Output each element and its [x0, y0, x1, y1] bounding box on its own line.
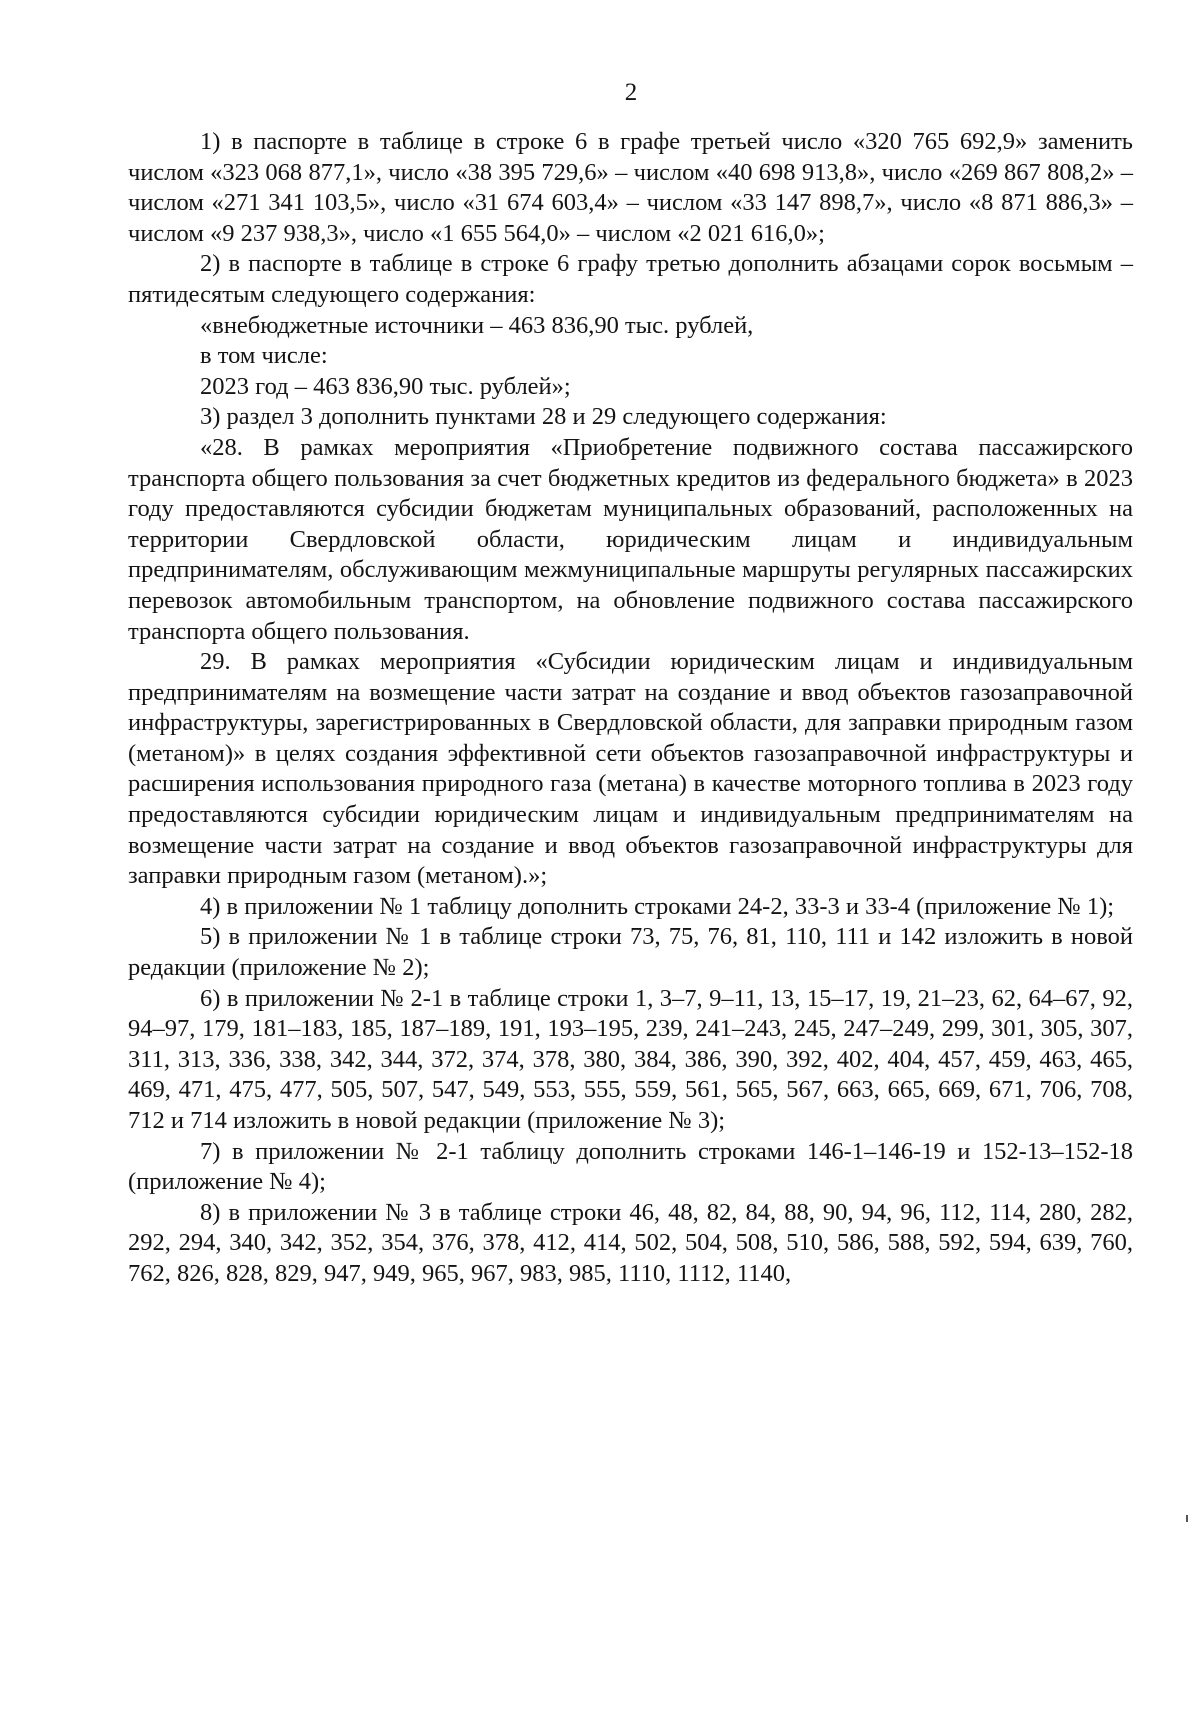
paragraph-item-7: 7) в приложении № 2-1 таблицу дополнить строками 146-1–146-19 и 152-13–152-18 (приложение № 4); [128, 1137, 1133, 1196]
margin-mark [1186, 1515, 1188, 1522]
page-number: 2 [624, 79, 638, 106]
paragraph-point-29: 29. В рамках мероприятия «Субсидии юридическим лицам и индивидуальным предпринимателям на возмещение части затрат на создание и ввод объектов газозаправочной инфраструктуры, зарегистрированных в Свердловской области, для заправки природным газом (метаном)» в целях создания эффективной сети объектов газозаправочной инфраструктуры и расширения использования природного газа (метана) в качестве моторного топлива в 2023 году предоставляются субсидии юридическим лицам и индивидуальным предпринимателям на возмещение части затрат на создание и ввод объектов газозаправочной инфраструктуры для заправки природным газом (метаном).»; [128, 648, 1133, 890]
paragraph-item-2: 2) в паспорте в таблице в строке 6 графу третью дополнить абзацами сорок восьмым – пятидесятым следующего содержания: [128, 250, 1133, 308]
paragraph-quote-line-3: 2023 год – 463 836,90 тыс. рублей»; [200, 372, 571, 400]
paragraph-item-5: 5) в приложении № 1 в таблице строки 73, 75, 76, 81, 110, 111 и 142 изложить в новой редакции (приложение № 2); [128, 923, 1133, 982]
paragraph-quote-line-1: «внебюджетные источники – 463 836,90 тыс. рублей, [200, 311, 754, 339]
paragraph-item-6: 6) в приложении № 2-1 в таблице строки 1, 3–7, 9–11, 13, 15–17, 19, 21–23, 62, 64–67, 92, 94–97, 179, 181–183, 185, 187–189, 191, 193–195, 239, 241–243, 245, 247–249, 299, 301, 305, 307, 311, 313, 336, 338, 342, 344, 372, 374, 378, 380, 384, 386, 390, 392, 402, 404, 457, 459, 463, 465, 469, 471, 475, 477, 505, 507, 547, 549, 553, 555, 559, 561, 565, 567, 663, 665, 669, 671, 706, 708, 712 и 714 изложить в новой редакции (приложение № 3); [128, 984, 1133, 1134]
document-body [128, 127, 1133, 1290]
paragraph-item-4: 4) в приложении № 1 таблицу дополнить строками 24-2, 33-3 и 33-4 (приложение № 1); [200, 892, 1115, 920]
paragraph-item-1: 1) в паспорте в таблице в строке 6 в графе третьей число «320 765 692,9» заменить числом «323 068 877,1», число «38 395 729,6» – числом «40 698 913,8», число «269 867 808,2» – числом «271 341 103,5», число «31 674 603,4» – числом «33 147 898,7», число «8 871 886,3» – числом «9 237 938,3», число «1 655 564,0» – числом «2 021 616,0»; [128, 128, 1133, 247]
paragraph-quote-line-2: в том числе: [200, 342, 328, 370]
paragraph-item-3: 3) раздел 3 дополнить пунктами 28 и 29 следующего содержания: [200, 403, 887, 431]
paragraph-point-28: «28. В рамках мероприятия «Приобретение подвижного состава пассажирского транспорта общего пользования за счет бюджетных кредитов из федерального бюджета» в 2023 году предоставляются субсидии бюджетам муниципальных образований, расположенных на территории Свердловской области, юридическим лицам и индивидуальным предпринимателям, обслуживающим межмуниципальные маршруты регулярных пассажирских перевозок автомобильным транспортом, на обновление подвижного состава пассажирского транспорта общего пользования. [128, 433, 1133, 645]
paragraph-item-8: 8) в приложении № 3 в таблице строки 46, 48, 82, 84, 88, 90, 94, 96, 112, 114, 280, 282, 292, 294, 340, 342, 352, 354, 376, 378, 412, 414, 502, 504, 508, 510, 586, 588, 592, 594, 639, 760, 762, 826, 828, 829, 947, 949, 965, 967, 983, 985, 1110, 1112, 1140, [128, 1198, 1133, 1287]
